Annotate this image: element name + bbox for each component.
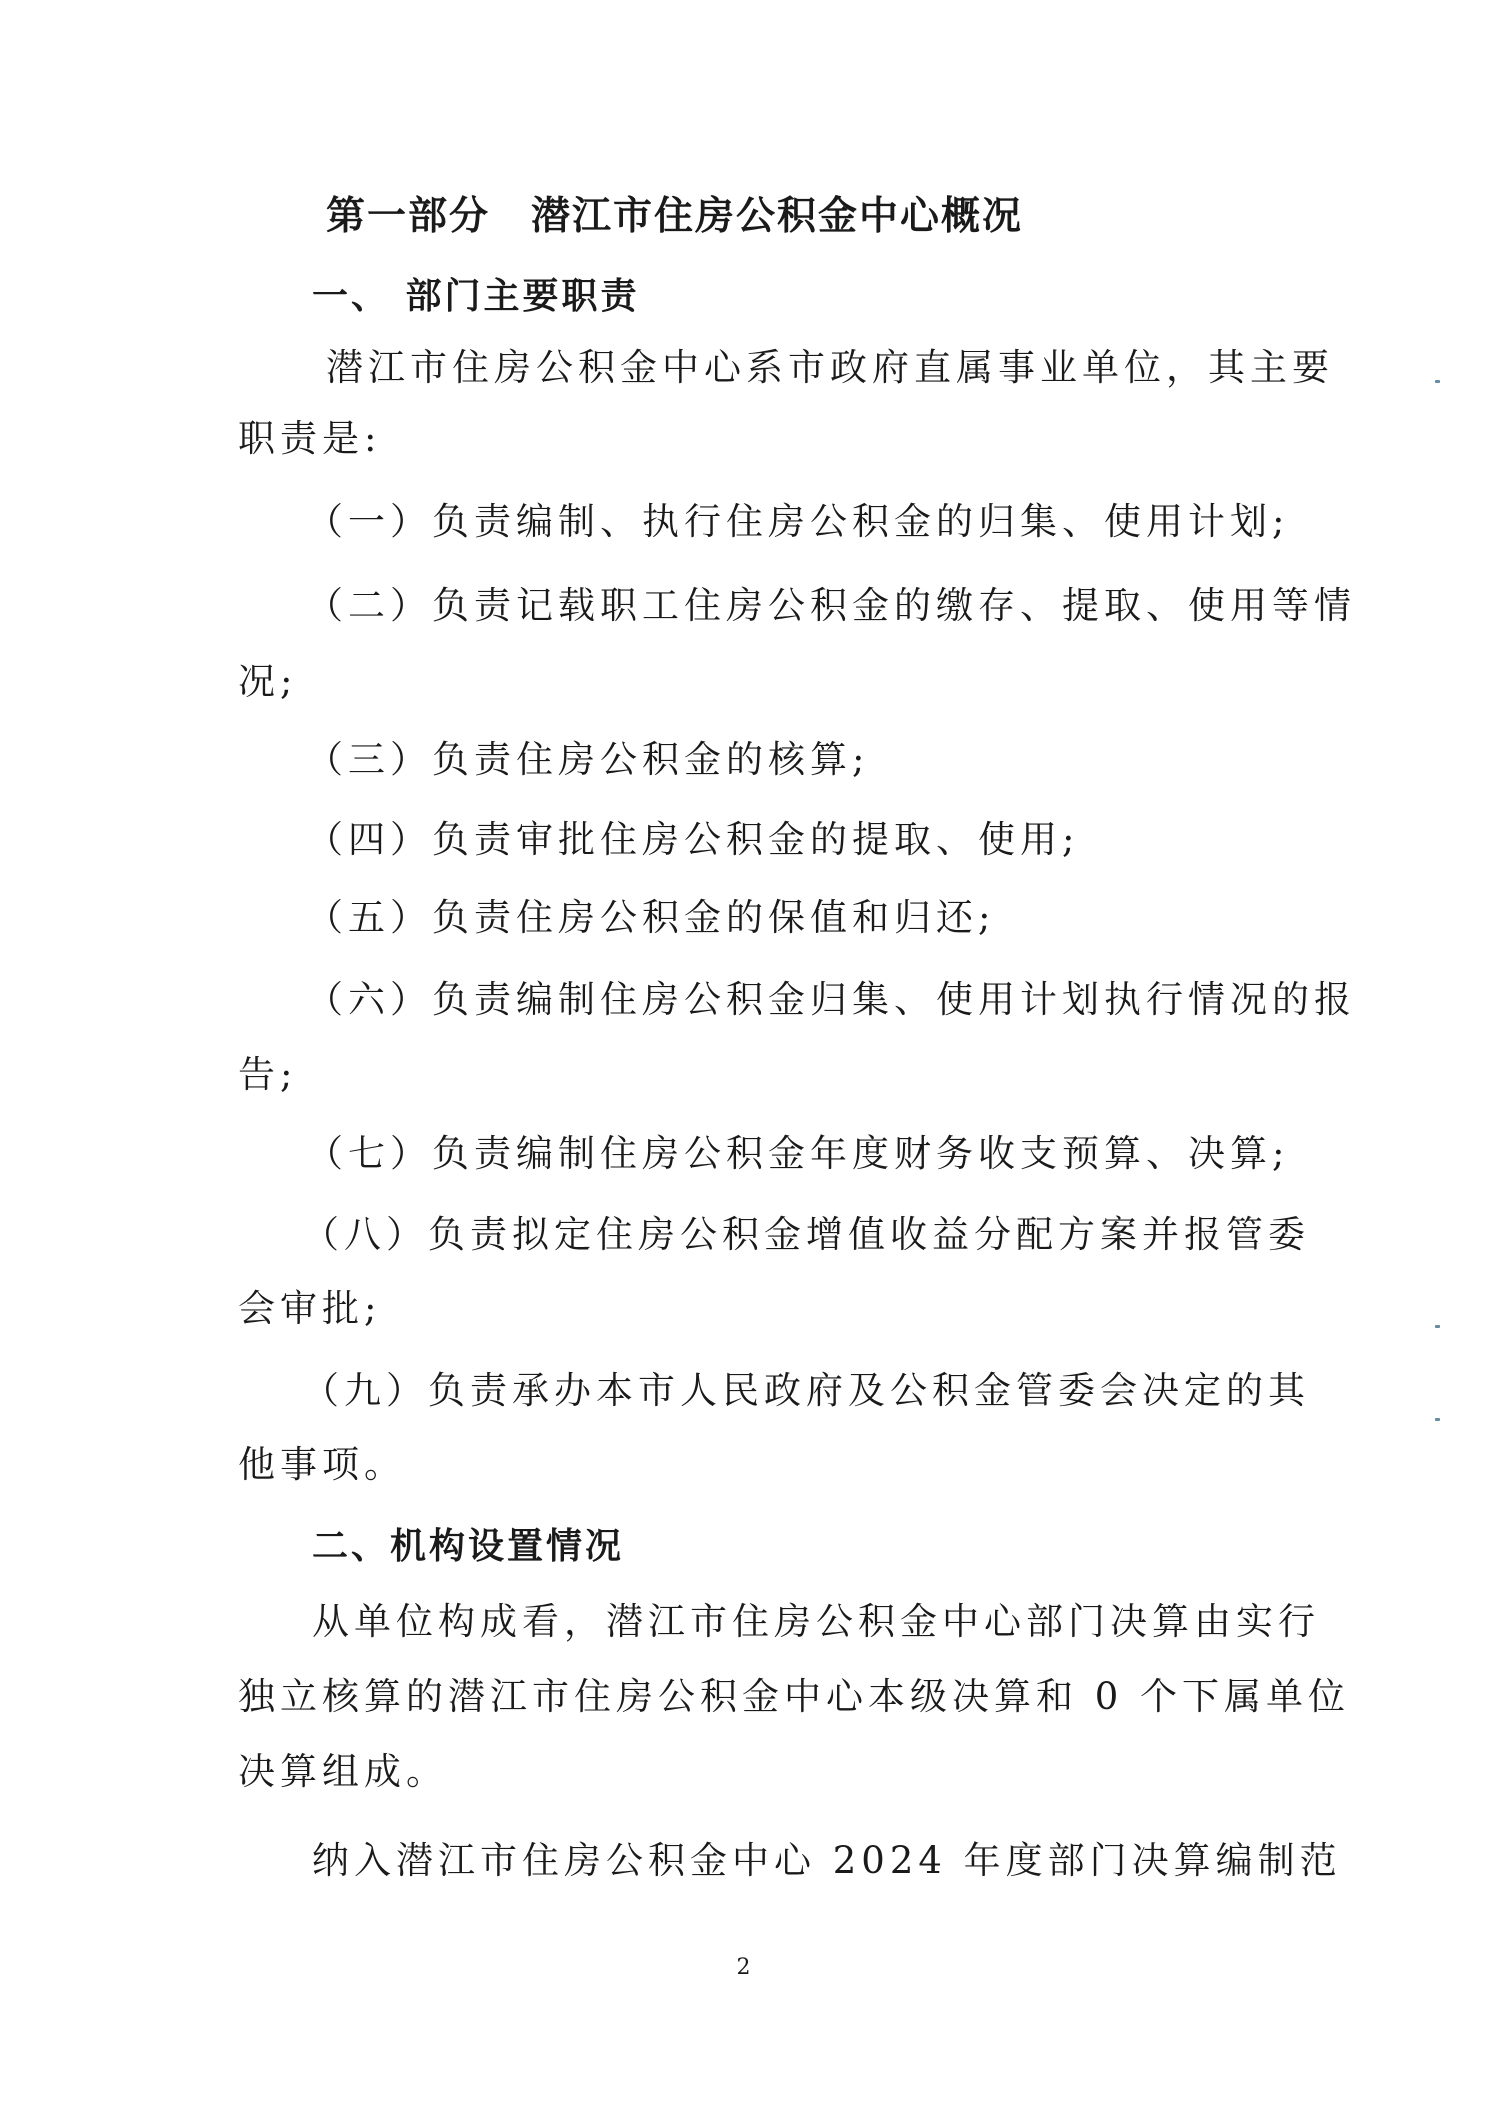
duty-item-8-line-1: （八）负责拟定住房公积金增值收益分配方案并报管委 (302, 1213, 1310, 1256)
duty-item-4: （四）负责审批住房公积金的提取、使用; (306, 818, 1080, 861)
page-number: 2 (736, 1955, 751, 1980)
duty-item-9-line-1: （九）负责承办本市人民政府及公积金管委会决定的其 (302, 1369, 1310, 1412)
section-heading-duties: 一、 部门主要职责 (312, 276, 640, 317)
duty-item-1: （一）负责编制、执行住房公积金的归集、使用计划; (306, 500, 1290, 543)
duty-item-6-line-1: （六）负责编制住房公积金归集、使用计划执行情况的报 (306, 978, 1356, 1021)
page-title: 第一部分 潜江市住房公积金中心概况 (326, 194, 1024, 239)
duty-item-5: （五）负责住房公积金的保值和归还; (306, 896, 996, 939)
duty-item-9-line-2: 他事项。 (238, 1443, 406, 1486)
duty-item-8-line-2: 会审批; (238, 1287, 382, 1330)
org-paragraph-line-2: 独立核算的潜江市住房公积金中心本级决算和 0 个下属单位 (238, 1675, 1351, 1718)
scan-speck (1435, 1418, 1440, 1421)
duty-item-3: （三）负责住房公积金的核算; (306, 738, 870, 781)
scan-speck (1435, 380, 1440, 383)
duty-item-7: （七）负责编制住房公积金年度财务收支预算、决算; (306, 1132, 1290, 1175)
duty-item-2-line-1: （二）负责记载职工住房公积金的缴存、提取、使用等情 (306, 584, 1356, 627)
intro-paragraph-line-1: 潜江市住房公积金中心系市政府直属事业单位，其主要 (326, 346, 1334, 389)
scan-speck (1435, 1325, 1440, 1328)
scope-paragraph-line-1: 纳入潜江市住房公积金中心 2024 年度部门决算编制范 (312, 1839, 1342, 1882)
duty-item-2-line-2: 况; (238, 660, 298, 703)
org-paragraph-line-3: 决算组成。 (238, 1750, 448, 1793)
org-paragraph-line-1: 从单位构成看，潜江市住房公积金中心部门决算由实行 (312, 1600, 1320, 1643)
duty-item-6-line-2: 告; (238, 1053, 298, 1096)
section-heading-organization: 二、机构设置情况 (312, 1526, 625, 1567)
intro-paragraph-line-2: 职责是: (238, 417, 382, 460)
